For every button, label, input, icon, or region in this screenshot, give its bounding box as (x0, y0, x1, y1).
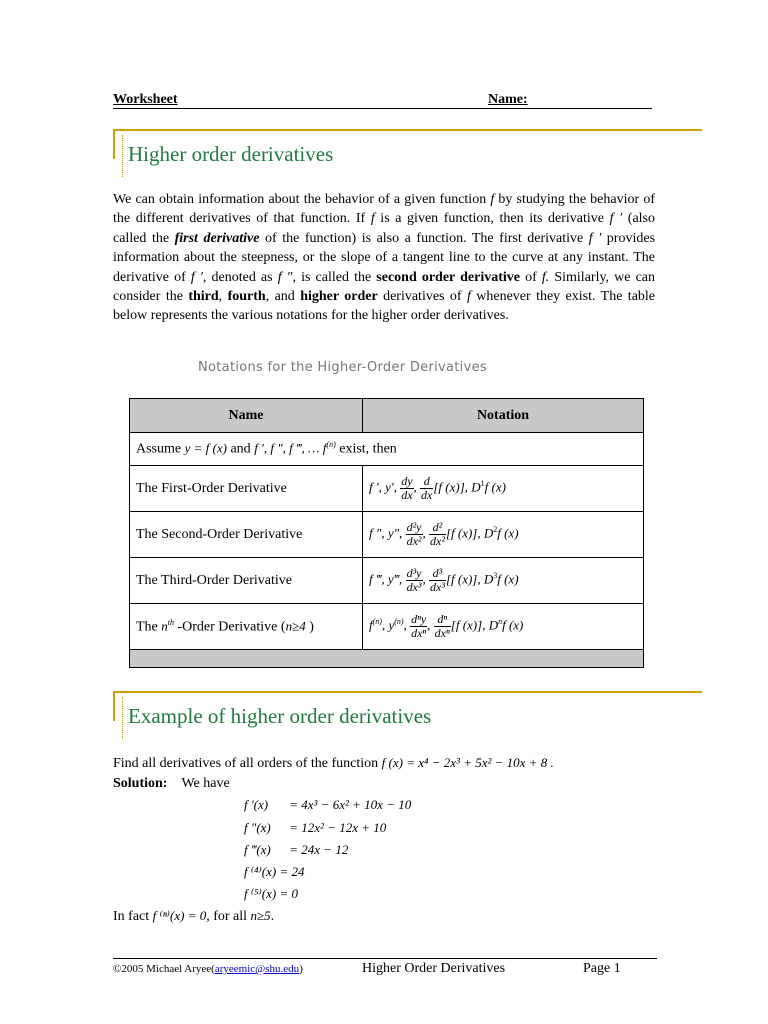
section1-top-rule (113, 129, 702, 131)
row-name: The First-Order Derivative (130, 466, 363, 512)
table-footer-cell (130, 650, 644, 668)
table-row (130, 512, 644, 558)
section2-title: Example of higher order derivatives (128, 704, 432, 728)
row-notation: $f^{(n)}$, $y^{(n)}$, $\frac{\text{dⁿy}}{\text{dxⁿ}}$ , $\frac{\text{dⁿ}}{\text{dxⁿ}}$ [f (x)], $D^nf$ (x) (363, 604, 644, 650)
worksheet-label: Worksheet (113, 92, 178, 107)
row-name: The Second-Order Derivative (130, 512, 363, 558)
name-label: Name: (488, 92, 528, 107)
notation-column-header: Notation (363, 399, 644, 433)
section1-dotted-rule (122, 135, 123, 177)
section1-left-rule (113, 129, 115, 159)
notation-table (129, 398, 644, 668)
section2-dotted-rule (122, 697, 123, 739)
header-rule (113, 108, 652, 109)
table-row (130, 604, 644, 650)
footer-rule (113, 958, 657, 959)
footer-copyright: ©2005 Michael Aryee(aryeemic@shu.edu) (113, 963, 303, 975)
name-column-header: Name (130, 399, 363, 433)
row-notation: f ", y", $\frac{\text{d²y}}{\text{dx²}}$ , $\frac{\text{d²}}{\text{dx²}}$ [f (x)], $D^2f$ (x) (363, 512, 644, 558)
footer-title: Higher Order Derivatives (362, 961, 506, 976)
assume-cell: Assume y = f (x) and f ', f ", f ‴, … $f^{(n)}$ exist, then (130, 433, 644, 466)
table-footer-row (130, 650, 644, 668)
conclusion-line: In fact f ⁽ⁿ⁾(x) = 0, for all n≥5. (113, 908, 275, 924)
derivative-line: f ‴(x) = 24x − 12 (244, 842, 349, 857)
author-email-link[interactable]: aryeemic@shu.edu (214, 963, 300, 975)
row-notation: f ‴, y‴, $\frac{\text{d³y}}{\text{dx³}}$ , $\frac{\text{d³}}{\text{dx³}}$ [f (x)], $D^3f$ (x) (363, 558, 644, 604)
derivative-line: f "(x) = 12x² − 12x + 10 (244, 820, 387, 835)
table-header-row (130, 399, 644, 433)
derivative-line: f '(x) = 4x³ − 6x² + 10x − 10 (244, 797, 412, 812)
row-name: The Third-Order Derivative (130, 558, 363, 604)
table-row (130, 466, 644, 512)
row-notation: f ', y', $\frac{dy}{dx}$ , $\frac{d}{dx}$ [f (x)], $D^1f$ (x) (363, 466, 644, 512)
problem-statement: Find all derivatives of all orders of the function f (x) = x⁴ − 2x³ + 5x² − 10x + 8 . (113, 755, 554, 771)
table-row (130, 558, 644, 604)
solution-line: Solution: We have (113, 776, 230, 791)
row-name: The $n^{th}$ -Order Derivative (n≥4 ) (130, 604, 363, 650)
assume-row (130, 433, 644, 466)
derivative-line: f ⁽⁴⁾(x) = 24 (244, 864, 305, 879)
page-number: Page 1 (583, 961, 621, 976)
derivative-line: f ⁽⁵⁾(x) = 0 (244, 886, 298, 901)
section2-top-rule (113, 691, 702, 693)
table-caption: Notations for the Higher-Order Derivatives (198, 360, 487, 375)
section1-title: Higher order derivatives (128, 142, 334, 166)
intro-paragraph: We can obtain information about the behavior of a given function f by studying the behavior of the different derivatives of that function. If f is a given function, then its derivative f ′ (also called the first derivative of the function) is also a function. The first derivative f ′ provides information about the steepness, or the slope of a tangent line to the curve at any instant. The derivative of f ′, denoted as f ″, is called the second order derivative of f. Similarly, we can consider the third, fourth, and higher order derivatives of f whenever they exist. The table below represents the various notations for the higher order derivatives. (113, 192, 656, 324)
section2-left-rule (113, 691, 115, 721)
